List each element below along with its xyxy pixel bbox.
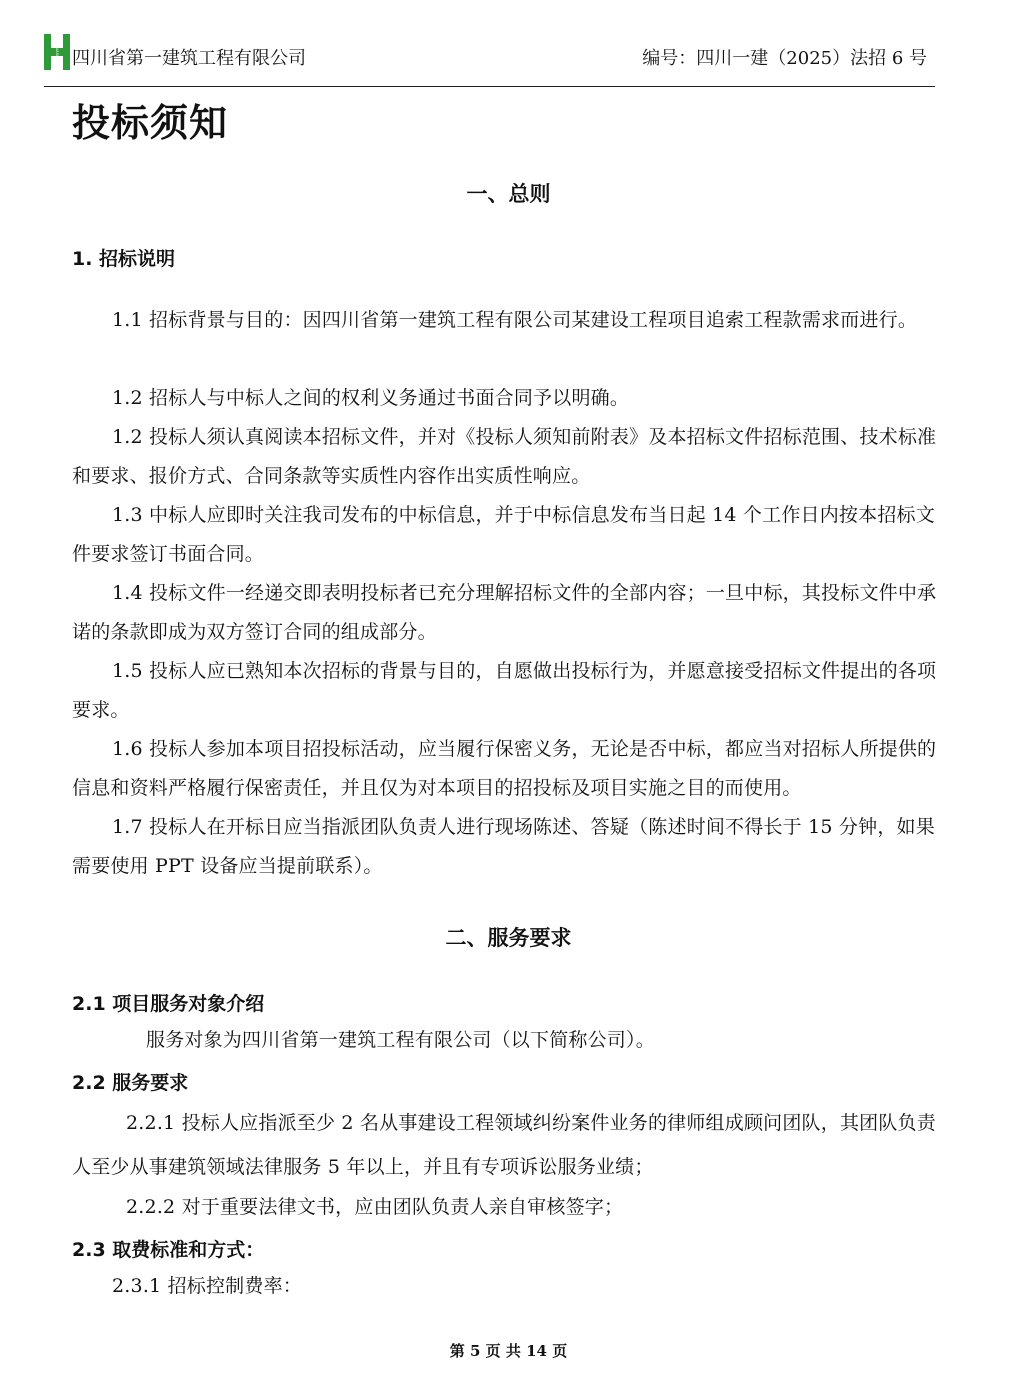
paragraph-1-5: 1.5 投标人应已熟知本次招标的背景与目的，自愿做出投标行为，并愿意接受招标文件提出的各项要求。 — [72, 660, 937, 721]
company-logo — [44, 34, 70, 70]
paragraph-1-3: 1.3 中标人应即时关注我司发布的中标信息，并于中标信息发布当日起 14 个工作日内按本招标文件要求签订书面合同。 — [72, 504, 935, 565]
logo-text: HUASHI — [55, 45, 59, 59]
page-title: 投标须知 — [72, 101, 229, 145]
section-heading-general: 一、总则 — [466, 182, 551, 206]
paragraph-1-4: 1.4 投标文件一经递交即表明投标者已充分理解招标文件的全部内容；一旦中标，其投标文件中承诺的条款即成为双方签订合同的组成部分。 — [72, 582, 937, 643]
paragraph-2-2-2: 2.2.2 对于重要法律文书，应由团队负责人亲自审核签字； — [126, 1196, 624, 1218]
paragraph-1-7: 1.7 投标人在开标日应当指派团队负责人进行现场陈述、答疑（陈述时间不得长于 15 分钟，如果需要使用 PPT 设备应当提前联系）。 — [72, 816, 935, 877]
subheading-tender-description: 1. 招标说明 — [72, 248, 176, 270]
paragraph-1-1: 1.1 招标背景与目的：因四川省第一建筑工程有限公司某建设工程项目追索工程款需求而进行。 — [112, 309, 918, 331]
page-footer: 第 5 页 共 14 页 — [449, 1342, 568, 1360]
paragraph-2-3-1: 2.3.1 招标控制费率： — [112, 1275, 302, 1297]
paragraph-2-2-1: 2.2.1 投标人应指派至少 2 名从事建设工程领域纠纷案件业务的律师组成顾问团队，其团队负责人至少从事建筑领域法律服务 5 年以上，并且有专项诉讼服务业绩； — [72, 1112, 936, 1178]
paragraph-1-2a: 1.2 招标人与中标人之间的权利义务通过书面合同予以明确。 — [112, 387, 630, 409]
company-name: 四川省第一建筑工程有限公司 — [72, 48, 306, 69]
subheading-2-1: 2.1 项目服务对象介绍 — [72, 993, 265, 1015]
page-header — [44, 32, 935, 87]
paragraph-2-1: 服务对象为四川省第一建筑工程有限公司（以下简称公司）。 — [146, 1029, 655, 1051]
document-number: 编号：四川一建（2025）法招 6 号 — [642, 48, 927, 69]
section-heading-service: 二、服务要求 — [445, 926, 572, 950]
paragraph-1-6: 1.6 投标人参加本项目招投标活动，应当履行保密义务，无论是否中标，都应当对招标人所提供的信息和资料严格履行保密责任，并且仅为对本项目的招投标及项目实施之目的而使用。 — [72, 738, 937, 799]
paragraph-1-2b: 1.2 投标人须认真阅读本招标文件，并对《投标人须知前附表》及本招标文件招标范围、技术标准和要求、报价方式、合同条款等实质性内容作出实质性响应。 — [72, 426, 937, 487]
subheading-2-2: 2.2 服务要求 — [72, 1072, 189, 1094]
subheading-2-3: 2.3 取费标准和方式： — [72, 1239, 265, 1261]
